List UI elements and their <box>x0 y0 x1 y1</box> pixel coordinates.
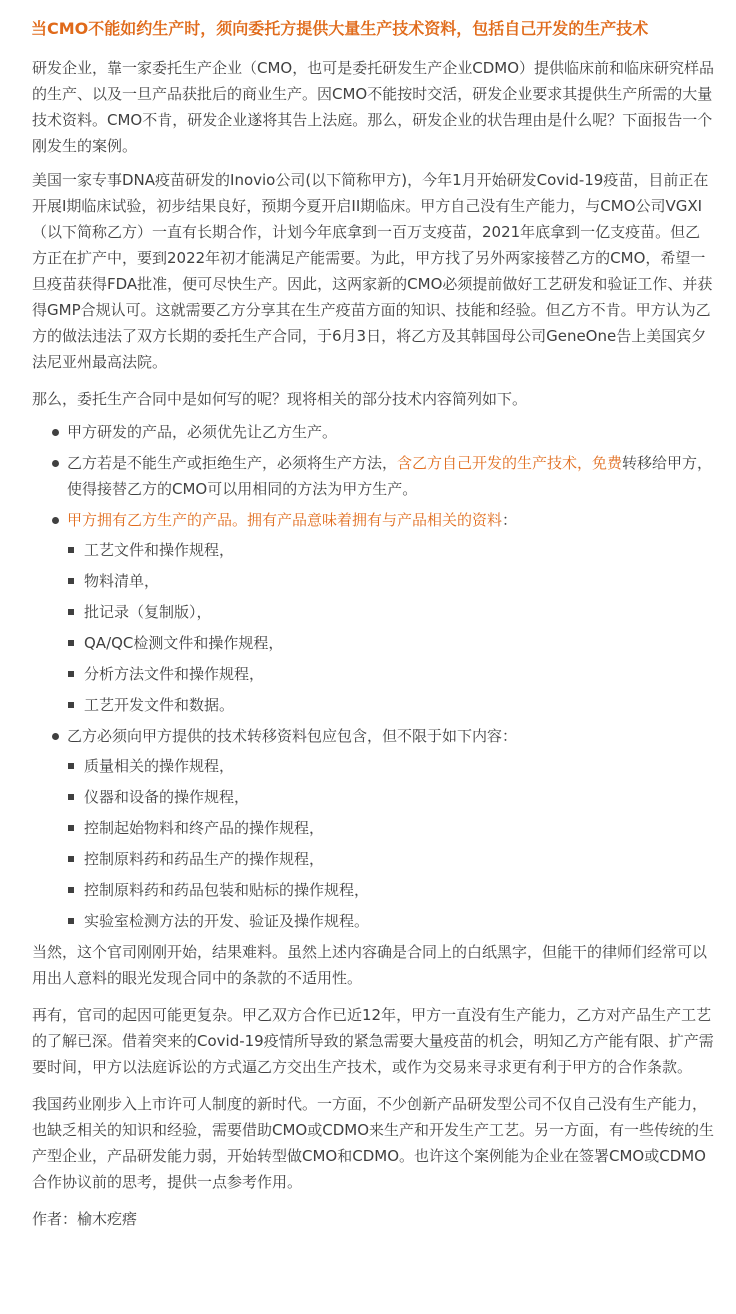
list-item-text: 甲方研发的产品，必须优先让乙方生产。 <box>67 423 338 441</box>
owned-materials-list <box>32 537 714 718</box>
sub-list-item: 批记录（复制版）， <box>32 599 714 625</box>
paragraph-conclusion-3: 我国药业刚步入上市许可人制度的新时代。一方面，不少创新产品研发型公司不仅自己没有生产能力，也缺乏相关的知识和经验，需要借助CMO或CDMO来生产和开发生产工艺。另一方面，有一些传统的生产型企业，产品研发能力弱，开始转型做CMO和CDMO。也许这个案例能为企业在签署CMO或CDMO合作协议前的思考，提供一点参考作用。 <box>32 1095 714 1191</box>
sub-list-item: 控制起始物料和终产品的操作规程， <box>32 815 714 841</box>
sub-list-item: 分析方法文件和操作规程， <box>32 661 714 687</box>
tech-transfer-list <box>32 753 714 934</box>
highlight-text: 含乙方自己开发的生产技术，免费 <box>397 454 623 472</box>
sub-list-item: 实验室检测方法的开发、验证及操作规程。 <box>32 908 714 934</box>
highlight-text: 甲方拥有乙方生产的产品。拥有产品意味着拥有与产品相关的资料 <box>67 511 503 529</box>
list-item <box>32 419 714 445</box>
list-item-text: 转移给甲方，使得接替乙方的CMO可以用相同的方法为甲方生产。 <box>67 454 713 498</box>
sub-list-item: QA/QC检测文件和操作规程， <box>32 630 714 656</box>
author-line: 作者：榆木疙瘩 <box>32 1210 138 1228</box>
list-item <box>32 450 714 502</box>
sub-list-item: 控制原料药和药品生产的操作规程， <box>32 846 714 872</box>
paragraph-case: 美国一家专事DNA疫苗研发的Inovio公司(以下简称甲方)，今年1月开始研发Covid-19疫苗，目前正在开展I期临床试验，初步结果良好，预期今夏开启II期临床。甲方自己没有生产能力，与CMO公司VGXI（以下简称乙方）一直有长期合作，计划今年底拿到一百万支疫苗，2021年底拿到一亿支疫苗。但乙方正在扩产中，要到2022年初才能满足产能需要。为此，甲方找了另外两家接替乙方的CMO，希望一旦疫苗获得FDA批准，便可尽快生产。因此，这两家新的CMO必须提前做好工艺研发和验证工作、并获得GMP合规认可。这就需要乙方分享其在生产疫苗方面的知识、技能和经验。但乙方不肯。甲方认为乙方的做法违法了双方长期的委托生产合同，于6月3日，将乙方及其韩国母公司GeneOne告上美国宾夕法尼亚州最高法院。 <box>32 171 713 371</box>
sub-list-item: 物料清单， <box>32 568 714 594</box>
paragraph-question: 那么，委托生产合同中是如何写的呢？现将相关的部分技术内容简列如下。 <box>32 390 528 408</box>
list-item <box>32 723 714 934</box>
article-title: 当CMO不能如约生产时，须向委托方提供大量生产技术资料，包括自己开发的生产技术 <box>31 19 649 38</box>
paragraph-conclusion-1: 当然，这个官司刚刚开始，结果难料。虽然上述内容确是合同上的白纸黑字，但能干的律师们经常可以用出人意料的眼光发现合同中的条款的不适用性。 <box>32 943 708 987</box>
sub-list-item: 质量相关的操作规程， <box>32 753 714 779</box>
list-item-text: 乙方若是不能生产或拒绝生产，必须将生产方法， <box>67 454 398 472</box>
list-item-text: ： <box>502 511 518 529</box>
paragraph-intro: 研发企业，靠一家委托生产企业（CMO，也可是委托研发生产企业CDMO）提供临床前和临床研究样品的生产、以及一旦产品获批后的商业生产。因CMO不能按时交活，研发企业要求其提供生产所需的大量技术资料。CMO不肯，研发企业遂将其告上法庭。那么，研发企业的状告理由是什么呢？下面报告一个刚发生的案例。 <box>32 59 714 155</box>
sub-list-item: 仪器和设备的操作规程， <box>32 784 714 810</box>
sub-list-item: 工艺开发文件和数据。 <box>32 692 714 718</box>
sub-list-item: 控制原料药和药品包装和贴标的操作规程， <box>32 877 714 903</box>
contract-terms-list <box>32 419 714 934</box>
paragraph-conclusion-2: 再有，官司的起因可能更复杂。甲乙双方合作已近12年，甲方一直没有生产能力，乙方对产品生产工艺的了解已深。借着突来的Covid-19疫情所导致的紧急需要大量疫苗的机会，明知乙方产能有限、扩产需要时间，甲方以法庭诉讼的方式逼乙方交出生产技术，或作为交易来寻求更有利于甲方的合作条款。 <box>32 1006 714 1076</box>
list-item-text: 乙方必须向甲方提供的技术转移资料包应包含，但不限于如下内容： <box>67 727 518 745</box>
list-item <box>32 507 714 718</box>
sub-list-item: 工艺文件和操作规程， <box>32 537 714 563</box>
